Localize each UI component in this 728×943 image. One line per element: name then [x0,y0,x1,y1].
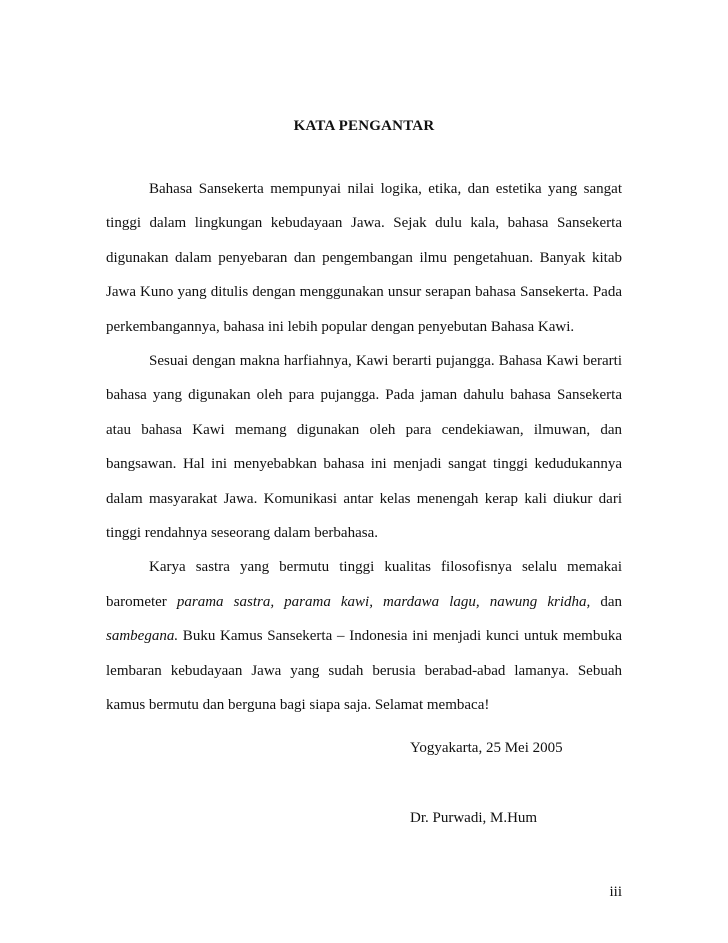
page-title: KATA PENGANTAR [293,118,435,134]
paragraph-3-last-term: sambegana. [106,628,179,645]
paragraph-3-rest: Buku Kamus Sansekerta – Indonesia ini menjadi kunci untuk membuka lembaran kebudayaan Jawa yang sudah berusia berabad-abad lamanya. Sebuah kamus bermutu dan berguna bagi siapa saja. Selamat membaca! [106,628,622,714]
body-text [106,172,622,723]
paragraph-1: Bahasa Sansekerta mempunyai nilai logika, etika, dan estetika yang sangat tinggi dalam lingkungan kebudayaan Jawa. Sejak dulu kala, bahasa Sansekerta digunakan dalam penyebaran dan pengembangan ilmu pengetahuan. Banyak kitab Jawa Kuno yang ditulis dengan menggunakan unsur serapan bahasa Sansekerta. Pada perkembangannya, bahasa ini lebih popular dengan penyebutan Bahasa Kawi. [106,181,622,335]
place-date: Yogyakarta, 25 Mei 2005 [410,740,563,756]
author-signature: Dr. Purwadi, M.Hum [410,810,538,826]
page-number: iii [609,884,622,900]
paragraph-3 [106,550,622,722]
paragraph-3-terms: parama sastra, parama kawi, mardawa lagu, nawung kridha, [176,593,591,610]
paragraph-3-intro: Karya sastra yang bermutu tinggi kualitas filosofisnya selalu memakai barometer [106,559,622,610]
paragraph-2: Sesuai dengan makna harfiahnya, Kawi berarti pujangga. Bahasa Kawi berarti bahasa yang digunakan oleh para pujangga. Pada jaman dahulu bahasa Sansekerta atau bahasa Kawi memang digunakan oleh para cendekiawan, ilmuwan, dan bangsawan. Hal ini menyebabkan bahasa ini menjadi sangat tinggi kedudukannya dalam masyarakat Jawa. Komunikasi antar kelas menengah kerap kali diukur dari tinggi rendahnya seseorang dalam berbahasa. [106,353,622,542]
paragraph-3-conjunction: dan [590,593,622,610]
